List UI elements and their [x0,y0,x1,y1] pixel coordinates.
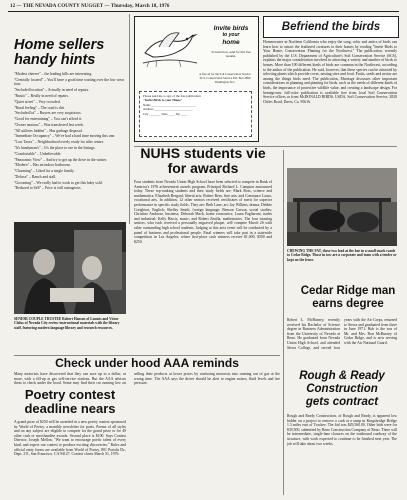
poetry-body: A grand prize of $250 will be awarded in a new poetry contest sponsored by World of Poetry, a monthly newsletter for poets. Poems of all styles and on any subject are eligible to compete for the grand prize or for 49 other cash or merchandise awards. Second place is $100. Says Contest Director, Joseph Mellon, "We want to encourage poetic talent of every kind, and expect our contest to produce exciting discoveries." Rules and official entry forms are available from World of Poetry, 801 Portola Dr., Dept. 211, San Francisco, CA 94127. Contest closes March 31, 1976. [14,420,126,457]
coupon-zip-label: Zip [175,111,181,116]
cedar-body: Robert L. McBurney, recently received his Bachelor of Science degree in Business Administration from the University of Nevada at Reno. He graduated from Nevada Union High School, and attended Sierra College, and served four years with the Air Corps, returned to Sierra and graduated from there in June 1971. Bob is the son of Mr. and Mrs. Ron McBurney of Cedar Ridge, and is now serving with the Air National Guard. [287,318,397,350]
coupon-address-row: Address ________________________ [143,107,193,112]
slang-headline: Home sellers handy hints [14,37,105,68]
slang-item: "Secluded lot" – Buyers are very suspicious. [14,111,82,116]
ad-plate-text: A free ad for the Soil Conservation Service [199,72,251,76]
slang-item: "Owner anxious" – Was transferred last week. [14,122,84,127]
slang-item: "Secluded location" – Actually in need of repairs. [14,88,90,93]
slang-item: "Panoramic View" – And try to get up the drive in the winter. [14,157,107,162]
coupon-name-label: Name [143,102,151,107]
aaa-headline: Check under hood AAA reminds [55,356,239,370]
slang-item: "Reduced to Sell" – Price is still outrageous. [14,186,82,191]
ad-send-text: To learn how, send for this free booklet. [211,50,251,58]
ad-title-line3: home [222,39,240,46]
ad-address: SCS, Conservation Service P.O. Box 2890 Washington D.C. [199,75,251,84]
poetry-headline-line1: Poetry contest [24,387,116,402]
photo-right [287,168,397,246]
slang-item: "All utilities hidden" – Has garbage disposal. [14,128,83,133]
column-divider [129,14,130,224]
ad-plate [195,73,255,84]
cedar-headline: Cedar Ridge man earns degree [300,285,396,310]
slang-item: "Grooming" – We really had to work to get this baby sold. [14,180,103,185]
nuhs-body: Four students from Nevada Union High School have been selected to compete in Bank of America's 1976 achievement awards program, Principal Richard L. Campion announced today. These top-ranking students and their study fields are: Mark Ross, science and mathematics; Elizabeth Bergard, liberal arts; Robert Rees, fine arts; and Constance Lauro, vocational arts. In addition, 12 other seniors received certificates of merit for superior performance in specific study fields. They are: Beth Lane, art; Jay Wilkins, drama; Debbie Creighton, English; Shelley Smith, foreign language; Benson Carson, social studies; Christine Ambrose, business; Deborah Mack, home economics; Laura Pagliaroni, trades and industrial; Kelly Harris, music; and Robert Zmilla, mathematics. The four winning seniors, who each received a personally engraved plaque, will compete March 26 with other outstanding high school students. Judging at this area event will be conducted by a panel of business and professional people. Final winners will take part in a statewide competition in Los Angeles, where first-place cash winners receive $1,000, $500 and $250. [134,180,272,244]
ad-title [207,25,255,46]
rough-headline-line1: Rough & Ready [299,370,385,382]
slang-item: "Quiet street" – Very crowded. [14,99,61,104]
coupon-title: "Invite Birds to your Home" [143,98,183,103]
masthead: 12 — THE NEVADA COUNTY NUGGET — Thursday, March 18, 1976 [10,4,170,9]
slang-item: "Low Taxes" – Neighborhood overly ready for tribe center. [14,140,104,145]
photo-left [14,222,126,314]
slang-item: "Modest cheerer" – the leading bills are interesting. [14,72,93,76]
nuhs-headline: NUHS students vie for awards [140,145,266,176]
birds-body: Homeowners in Northern California who enjoy the song, color and antics of birds can learn how to attract the feathered creatures to their homes by reading "Invite Birds to Your Home, Conservation Planting for the Northwest." The publication, recently published by the U.S. Department of Agriculture's Soil Conservation Service (SCS), explains the major consideration involved in attracting a variety and number of birds to homes. More than 100 different kinds of birds are common in the Northwest, according to the author of the publication. He said, however, that these species can be attracted by selecting plants which provide cover, nesting sites and food. Fruits, seeds and nectar are among the things birds need. The publication, Marriage discusses other important considerations in planning and planting for birds, such as the needs of different kinds of birds, the importance of protective wildlife value, and creating a landscape design. For homegrown, full-color publication is available free from local Soil Conservation Service offices or from McDONALD BIRDS, USDA, Soil Conservation Service, 2828 Chiles Road, Davis, Ca. 95616. [263,40,397,104]
slang-list [14,72,124,191]
photo-left-image [14,222,126,314]
photo-left-caption: SENIOR COUPLE TRUSTEE Robert Hansen of Loomis and Victor Clolus of Nevada City review instructional materials with the library staff, featuring modern language library and research resources. [14,317,120,330]
coupon-city-row: City _______ State ____ Zip ____ [143,111,188,116]
aaa-body: Many motorists have discovered that they can save up to a dollar, or more, with a fill-up at gas self-service stations. But the AAA advises them to check under the hood. Some may find their car running low on [14,372,126,386]
bird-illustration [139,23,199,69]
photo-right-image [287,168,397,246]
slang-item: "Deluxe" – Ranch and stall. [14,174,57,179]
ad-title-line2: to your [222,32,240,38]
rough-headline-line2: Construction [306,383,378,395]
slang-item: "Good for entertaining" – You can't afford it. [14,117,82,122]
slang-item: "It's handyman's" – It's the place to see in the listings. [14,145,96,150]
slang-item: "Centrally located" – You'll have a good time waiting over the low wear four. [14,77,124,87]
birds-headline-box [263,16,399,38]
coupon-state-label: State [161,111,168,116]
rough-headline-line3: gets contract [305,396,379,408]
slang-item: "Rustic" – Really in need of repairs. [14,93,69,98]
photo-right-caption: CHEWING THE FAT, these two lead at the bar in a small snack ranch to Cedar Ridge. Those in tow are a corporate and team with a tender or kept on the fence. [287,249,397,262]
coupon-name-row: Name ____________________________ [143,102,197,107]
slang-item: "Charming" – Liked for a single family. [14,169,75,174]
slang-item: "Comfortable" – Unbelievable. [14,151,62,156]
ad-title-line1: Invite birds [213,25,249,32]
slang-body [14,72,124,218]
ad-coupon [139,91,252,137]
bird-ad [134,16,259,142]
rough-body: Rough and Ready Construction, of Rough and Ready, is apparent low bidder on a project to remove a curb at a ramp in Kingsbridge Bridge 1.3 miles east of Truckee. The bid was $29,560.00. Other bids were for $39,500, submitted by Reno Construction Company of Reno. There will be intermediate, single-lane closures on the eastbound roadway of the structure, with work expected to continue to be finished next year. The job will take about two weeks. [287,414,397,446]
slang-item: "Modern" – Has an indoor bathroom. [14,163,71,168]
coupon-header: Please send me a copy of the free publication [143,94,201,98]
birds-headline: Befriend the birds [281,21,381,33]
coupon-city-label: City [143,111,149,116]
slang-item: "Rural feeling" – The road is dirt. [14,105,66,110]
poetry-headline [14,388,126,416]
aaa-continued-body: selling their products at lower prices by confusing motorists into running out of gas at the wrong time. The AAA says the driver should be alert to engine noises, fluid levels and tire pressure. [134,372,280,386]
masthead-rule [8,11,399,12]
poetry-headline-line2: deadline nears [24,401,116,416]
slang-item: "Immediate Occupancy" – We've had a hard time moving this one. [14,134,116,139]
rough-headline [287,370,397,409]
column-divider-right [283,150,284,495]
coupon-address-label: Address [143,107,154,112]
